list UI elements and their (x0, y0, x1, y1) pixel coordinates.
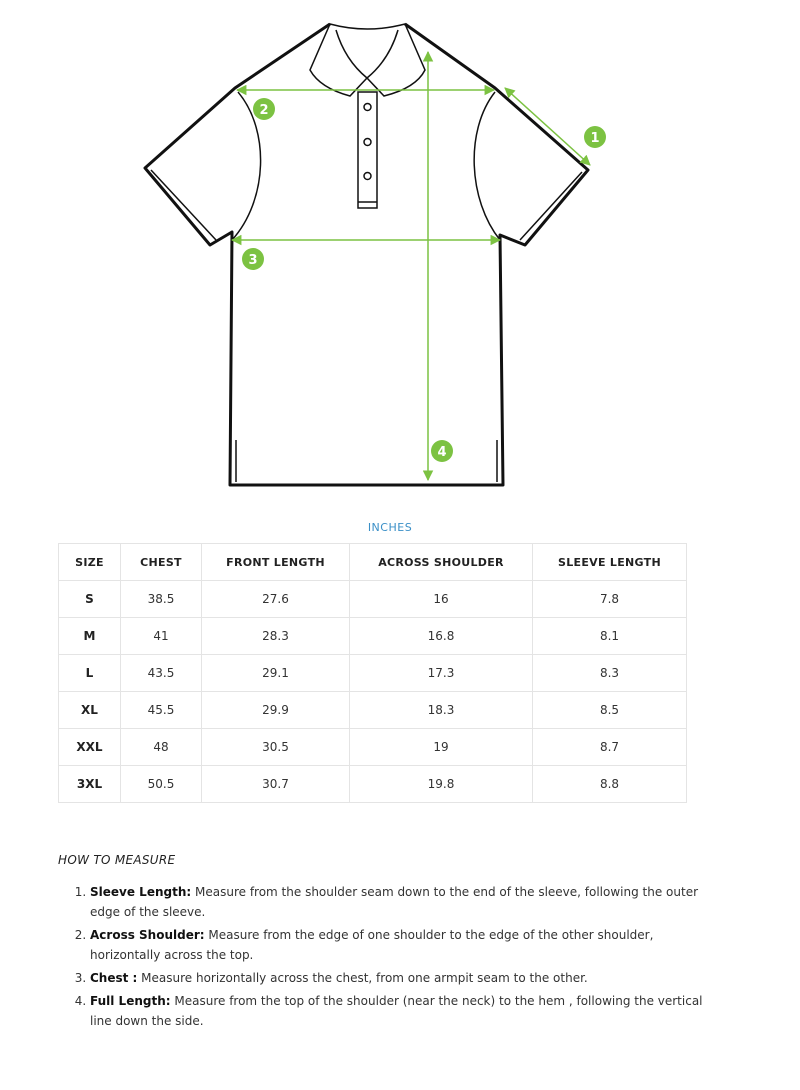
measure-steps-list (58, 882, 710, 1034)
step-separator: : (199, 928, 205, 942)
table-header-row (59, 544, 687, 581)
across-shoulder-cell: 17.3 (350, 655, 533, 692)
polo-shirt-diagram (0, 0, 800, 500)
across-shoulder-cell: 18.3 (350, 692, 533, 729)
chest-cell: 41 (121, 618, 202, 655)
sleeve-length-arrow (505, 88, 590, 165)
step-term: Chest (90, 971, 129, 985)
list-item (90, 882, 710, 922)
front-length-cell: 30.7 (202, 766, 350, 803)
marker-2 (253, 98, 275, 120)
step-term: Full Length (90, 994, 166, 1008)
header-across-shoulder: ACROSS SHOULDER (350, 544, 533, 581)
left-sleeve-hem (151, 170, 216, 240)
marker-4 (431, 440, 453, 462)
marker-2-label: 2 (259, 103, 269, 118)
unit-label: INCHES (367, 521, 413, 534)
list-item (90, 968, 710, 988)
button (364, 139, 371, 146)
marker-4-label: 4 (437, 445, 447, 460)
marker-1-label: 1 (590, 131, 600, 146)
button (364, 104, 371, 111)
front-length-cell: 29.9 (202, 692, 350, 729)
chest-cell: 43.5 (121, 655, 202, 692)
header-size: SIZE (59, 544, 121, 581)
step-separator: : (186, 885, 192, 899)
across-shoulder-cell: 19.8 (350, 766, 533, 803)
step-separator: : (165, 994, 171, 1008)
list-item (90, 925, 710, 965)
step-separator: : (128, 971, 138, 985)
header-front-length: FRONT LENGTH (202, 544, 350, 581)
chest-cell: 50.5 (121, 766, 202, 803)
size-cell: XL (59, 692, 121, 729)
sleeve-length-cell: 8.5 (533, 692, 687, 729)
chest-cell: 45.5 (121, 692, 202, 729)
button (364, 173, 371, 180)
table-row (59, 655, 687, 692)
right-armhole (474, 92, 500, 240)
step-text: Measure horizontally across the chest, from one armpit seam to the other. (137, 971, 588, 985)
step-term: Sleeve Length (90, 885, 187, 899)
header-chest: CHEST (121, 544, 202, 581)
marker-1 (584, 126, 606, 148)
front-length-cell: 29.1 (202, 655, 350, 692)
collar (310, 24, 425, 96)
chest-cell: 38.5 (121, 581, 202, 618)
sleeve-length-cell: 8.3 (533, 655, 687, 692)
header-sleeve-length: SLEEVE LENGTH (533, 544, 687, 581)
size-cell: M (59, 618, 121, 655)
sleeve-length-cell: 7.8 (533, 581, 687, 618)
across-shoulder-cell: 16.8 (350, 618, 533, 655)
size-chart-table (58, 543, 687, 803)
step-text: Measure from the top of the shoulder (near the neck) to the hem , following the vertical line down the side. (90, 994, 703, 1028)
size-cell: L (59, 655, 121, 692)
shirt-outline (145, 24, 588, 485)
how-to-measure-title: HOW TO MEASURE (58, 853, 176, 867)
across-shoulder-cell: 16 (350, 581, 533, 618)
table-row (59, 581, 687, 618)
size-cell: XXL (59, 729, 121, 766)
step-text: Measure from the edge of one shoulder to the edge of the other shoulder, horizontally across the top. (90, 928, 654, 962)
table-row (59, 692, 687, 729)
table-row (59, 729, 687, 766)
table-row (59, 766, 687, 803)
list-item (90, 991, 710, 1031)
front-length-cell: 27.6 (202, 581, 350, 618)
front-length-cell: 30.5 (202, 729, 350, 766)
marker-3-label: 3 (248, 253, 258, 268)
chest-cell: 48 (121, 729, 202, 766)
sleeve-length-cell: 8.8 (533, 766, 687, 803)
collar-inner (336, 30, 398, 78)
step-term: Across Shoulder (90, 928, 200, 942)
size-cell: S (59, 581, 121, 618)
sleeve-length-cell: 8.1 (533, 618, 687, 655)
right-sleeve-hem (520, 172, 582, 240)
front-length-cell: 28.3 (202, 618, 350, 655)
step-text: Measure from the shoulder seam down to the end of the sleeve, following the outer edge of the sleeve. (90, 885, 699, 919)
sleeve-length-cell: 8.7 (533, 729, 687, 766)
across-shoulder-cell: 19 (350, 729, 533, 766)
table-row (59, 618, 687, 655)
marker-3 (242, 248, 264, 270)
size-cell: 3XL (59, 766, 121, 803)
